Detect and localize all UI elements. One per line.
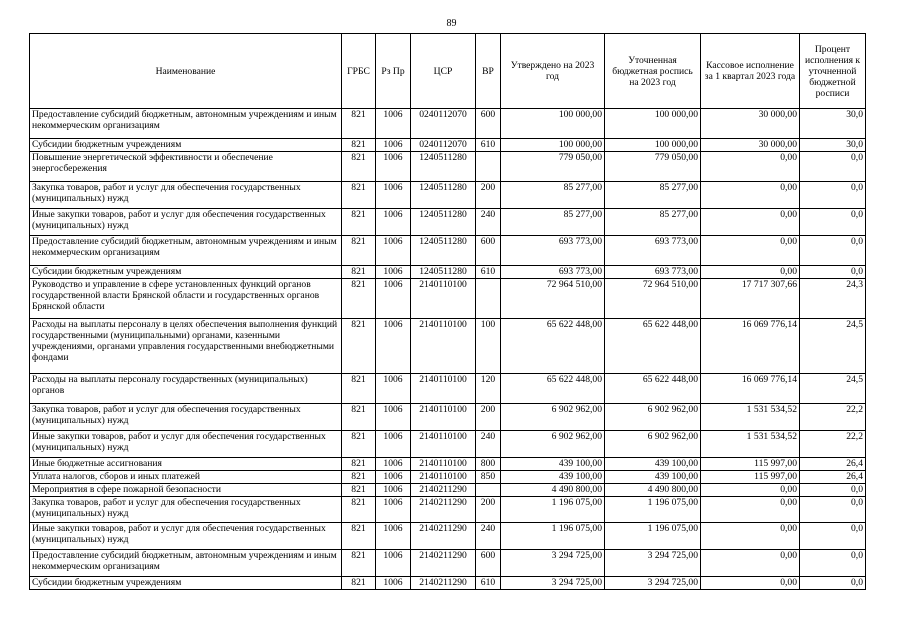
table-row xyxy=(30,523,866,550)
cell-grbs: 821 xyxy=(342,497,376,523)
cell-rzpr: 1006 xyxy=(376,497,411,523)
cell-rzpr: 1006 xyxy=(376,431,411,458)
cell-vr: 120 xyxy=(476,374,501,404)
cell-name: Уплата налогов, сборов и иных платежей xyxy=(30,471,342,484)
cell-csr: 2140211290 xyxy=(411,484,476,497)
cell-rzpr: 1006 xyxy=(376,209,411,236)
cell-rzpr: 1006 xyxy=(376,523,411,550)
cell-csr: 2140211290 xyxy=(411,577,476,590)
cell-percent: 26,4 xyxy=(800,471,866,484)
cell-grbs: 821 xyxy=(342,139,376,152)
table-row xyxy=(30,319,866,374)
cell-rzpr: 1006 xyxy=(376,471,411,484)
cell-vr xyxy=(476,152,501,182)
cell-vr: 600 xyxy=(476,109,501,139)
cell-vr xyxy=(476,484,501,497)
cell-percent: 24,3 xyxy=(800,279,866,319)
cell-rzpr: 1006 xyxy=(376,139,411,152)
cell-percent: 30,0 xyxy=(800,109,866,139)
cell-approved: 439 100,00 xyxy=(501,458,605,471)
cell-name: Субсидии бюджетным учреждениям xyxy=(30,577,342,590)
header-rzpr: Рз Пр xyxy=(376,34,411,109)
cell-percent: 24,5 xyxy=(800,374,866,404)
table-row xyxy=(30,152,866,182)
cell-csr: 1240511280 xyxy=(411,209,476,236)
cell-rzpr: 1006 xyxy=(376,152,411,182)
table-row xyxy=(30,577,866,590)
cell-percent: 0,0 xyxy=(800,182,866,209)
cell-percent: 0,0 xyxy=(800,497,866,523)
cell-rzpr: 1006 xyxy=(376,279,411,319)
cell-vr: 610 xyxy=(476,139,501,152)
cell-rzpr: 1006 xyxy=(376,182,411,209)
cell-vr: 610 xyxy=(476,266,501,279)
cell-cash: 0,00 xyxy=(701,497,800,523)
cell-rzpr: 1006 xyxy=(376,404,411,431)
cell-cash: 1 531 534,52 xyxy=(701,431,800,458)
table-row xyxy=(30,182,866,209)
cell-approved: 4 490 800,00 xyxy=(501,484,605,497)
cell-vr: 200 xyxy=(476,182,501,209)
cell-vr: 200 xyxy=(476,404,501,431)
cell-cash: 115 997,00 xyxy=(701,458,800,471)
cell-updated: 3 294 725,00 xyxy=(605,550,701,577)
cell-grbs: 821 xyxy=(342,404,376,431)
cell-approved: 100 000,00 xyxy=(501,109,605,139)
table-row xyxy=(30,209,866,236)
header-percent: Процент исполнения к уточненной бюджетной росписи xyxy=(800,34,866,109)
cell-csr: 1240511280 xyxy=(411,152,476,182)
cell-csr: 2140211290 xyxy=(411,523,476,550)
cell-rzpr: 1006 xyxy=(376,374,411,404)
cell-updated: 4 490 800,00 xyxy=(605,484,701,497)
cell-csr: 2140110100 xyxy=(411,404,476,431)
table-body xyxy=(30,109,866,590)
cell-percent: 0,0 xyxy=(800,209,866,236)
cell-updated: 439 100,00 xyxy=(605,471,701,484)
cell-grbs: 821 xyxy=(342,523,376,550)
table-row xyxy=(30,458,866,471)
cell-name: Мероприятия в сфере пожарной безопасности xyxy=(30,484,342,497)
cell-vr: 800 xyxy=(476,458,501,471)
cell-updated: 72 964 510,00 xyxy=(605,279,701,319)
cell-name: Предоставление субсидий бюджетным, автономным учреждениям и иным некоммерческим организациям xyxy=(30,109,342,139)
table-row xyxy=(30,497,866,523)
table-row xyxy=(30,236,866,266)
cell-updated: 6 902 962,00 xyxy=(605,431,701,458)
cell-csr: 0240112070 xyxy=(411,109,476,139)
cell-name: Повышение энергетической эффективности и обеспечение энергосбережения xyxy=(30,152,342,182)
cell-updated: 693 773,00 xyxy=(605,266,701,279)
cell-grbs: 821 xyxy=(342,458,376,471)
cell-cash: 17 717 307,66 xyxy=(701,279,800,319)
header-updated: Уточненная бюджетная роспись на 2023 год xyxy=(605,34,701,109)
cell-grbs: 821 xyxy=(342,471,376,484)
cell-updated: 85 277,00 xyxy=(605,209,701,236)
cell-csr: 2140110100 xyxy=(411,471,476,484)
cell-name: Закупка товаров, работ и услуг для обеспечения государственных (муниципальных) нужд xyxy=(30,404,342,431)
cell-grbs: 821 xyxy=(342,266,376,279)
cell-rzpr: 1006 xyxy=(376,458,411,471)
cell-name: Закупка товаров, работ и услуг для обеспечения государственных (муниципальных) нужд xyxy=(30,497,342,523)
cell-approved: 6 902 962,00 xyxy=(501,404,605,431)
cell-approved: 100 000,00 xyxy=(501,139,605,152)
cell-cash: 0,00 xyxy=(701,550,800,577)
cell-updated: 1 196 075,00 xyxy=(605,497,701,523)
table-row xyxy=(30,404,866,431)
cell-grbs: 821 xyxy=(342,152,376,182)
cell-grbs: 821 xyxy=(342,577,376,590)
budget-table xyxy=(29,33,866,590)
cell-percent: 0,0 xyxy=(800,266,866,279)
header-csr: ЦСР xyxy=(411,34,476,109)
cell-name: Иные закупки товаров, работ и услуг для обеспечения государственных (муниципальных) нужд xyxy=(30,209,342,236)
cell-approved: 72 964 510,00 xyxy=(501,279,605,319)
cell-approved: 439 100,00 xyxy=(501,471,605,484)
cell-cash: 0,00 xyxy=(701,152,800,182)
cell-approved: 3 294 725,00 xyxy=(501,577,605,590)
cell-rzpr: 1006 xyxy=(376,319,411,374)
cell-approved: 85 277,00 xyxy=(501,209,605,236)
cell-rzpr: 1006 xyxy=(376,109,411,139)
cell-approved: 779 050,00 xyxy=(501,152,605,182)
table-row xyxy=(30,550,866,577)
cell-percent: 22,2 xyxy=(800,404,866,431)
cell-grbs: 821 xyxy=(342,319,376,374)
cell-cash: 0,00 xyxy=(701,236,800,266)
header-grbs: ГРБС xyxy=(342,34,376,109)
cell-csr: 2140211290 xyxy=(411,550,476,577)
cell-name: Субсидии бюджетным учреждениям xyxy=(30,266,342,279)
cell-csr: 1240511280 xyxy=(411,266,476,279)
cell-name: Предоставление субсидий бюджетным, автономным учреждениям и иным некоммерческим организациям xyxy=(30,550,342,577)
cell-cash: 16 069 776,14 xyxy=(701,374,800,404)
cell-csr: 2140110100 xyxy=(411,374,476,404)
cell-csr: 2140110100 xyxy=(411,431,476,458)
cell-approved: 3 294 725,00 xyxy=(501,550,605,577)
cell-updated: 693 773,00 xyxy=(605,236,701,266)
cell-csr: 2140110100 xyxy=(411,458,476,471)
header-vr: ВР xyxy=(476,34,501,109)
cell-rzpr: 1006 xyxy=(376,236,411,266)
header-approved: Утверждено на 2023 год xyxy=(501,34,605,109)
cell-percent: 0,0 xyxy=(800,550,866,577)
cell-updated: 439 100,00 xyxy=(605,458,701,471)
cell-name: Иные закупки товаров, работ и услуг для обеспечения государственных (муниципальных) нужд xyxy=(30,523,342,550)
cell-grbs: 821 xyxy=(342,236,376,266)
cell-percent: 0,0 xyxy=(800,236,866,266)
table-row xyxy=(30,484,866,497)
cell-vr xyxy=(476,279,501,319)
cell-vr: 200 xyxy=(476,497,501,523)
cell-csr: 1240511280 xyxy=(411,182,476,209)
cell-cash: 30 000,00 xyxy=(701,109,800,139)
cell-cash: 0,00 xyxy=(701,209,800,236)
cell-grbs: 821 xyxy=(342,279,376,319)
cell-percent: 0,0 xyxy=(800,484,866,497)
cell-updated: 65 622 448,00 xyxy=(605,319,701,374)
cell-percent: 0,0 xyxy=(800,577,866,590)
cell-approved: 1 196 075,00 xyxy=(501,497,605,523)
cell-approved: 1 196 075,00 xyxy=(501,523,605,550)
cell-updated: 85 277,00 xyxy=(605,182,701,209)
cell-approved: 693 773,00 xyxy=(501,236,605,266)
cell-name: Иные бюджетные ассигнования xyxy=(30,458,342,471)
cell-approved: 85 277,00 xyxy=(501,182,605,209)
cell-grbs: 821 xyxy=(342,209,376,236)
cell-vr: 240 xyxy=(476,523,501,550)
table-row xyxy=(30,471,866,484)
cell-grbs: 821 xyxy=(342,374,376,404)
cell-approved: 6 902 962,00 xyxy=(501,431,605,458)
cell-csr: 2140110100 xyxy=(411,279,476,319)
cell-cash: 30 000,00 xyxy=(701,139,800,152)
cell-cash: 0,00 xyxy=(701,577,800,590)
cell-updated: 100 000,00 xyxy=(605,139,701,152)
page-number: 89 xyxy=(446,18,457,29)
cell-updated: 779 050,00 xyxy=(605,152,701,182)
header-name: Наименование xyxy=(30,34,342,109)
cell-grbs: 821 xyxy=(342,431,376,458)
cell-approved: 65 622 448,00 xyxy=(501,374,605,404)
cell-name: Закупка товаров, работ и услуг для обеспечения государственных (муниципальных) нужд xyxy=(30,182,342,209)
cell-csr: 1240511280 xyxy=(411,236,476,266)
cell-grbs: 821 xyxy=(342,109,376,139)
cell-cash: 0,00 xyxy=(701,266,800,279)
cell-cash: 0,00 xyxy=(701,182,800,209)
cell-name: Субсидии бюджетным учреждениям xyxy=(30,139,342,152)
cell-approved: 65 622 448,00 xyxy=(501,319,605,374)
cell-percent: 0,0 xyxy=(800,523,866,550)
cell-rzpr: 1006 xyxy=(376,484,411,497)
cell-name: Расходы на выплаты персоналу в целях обеспечения выполнения функций государственными (муниципальными) органами, казенными учреждениями, органами управления государственными внебюджетными фондами xyxy=(30,319,342,374)
cell-cash: 0,00 xyxy=(701,523,800,550)
cell-percent: 26,4 xyxy=(800,458,866,471)
cell-name: Иные закупки товаров, работ и услуг для обеспечения государственных (муниципальных) нужд xyxy=(30,431,342,458)
cell-vr: 850 xyxy=(476,471,501,484)
cell-vr: 240 xyxy=(476,431,501,458)
cell-percent: 24,5 xyxy=(800,319,866,374)
cell-updated: 6 902 962,00 xyxy=(605,404,701,431)
cell-cash: 16 069 776,14 xyxy=(701,319,800,374)
table-row xyxy=(30,279,866,319)
cell-grbs: 821 xyxy=(342,182,376,209)
cell-percent: 30,0 xyxy=(800,139,866,152)
cell-percent: 0,0 xyxy=(800,152,866,182)
cell-grbs: 821 xyxy=(342,484,376,497)
cell-rzpr: 1006 xyxy=(376,266,411,279)
cell-vr: 610 xyxy=(476,577,501,590)
header-cash: Кассовое исполнение за 1 квартал 2023 года xyxy=(701,34,800,109)
cell-vr: 600 xyxy=(476,550,501,577)
table-row xyxy=(30,431,866,458)
table-row xyxy=(30,266,866,279)
cell-updated: 1 196 075,00 xyxy=(605,523,701,550)
cell-approved: 693 773,00 xyxy=(501,266,605,279)
cell-vr: 100 xyxy=(476,319,501,374)
cell-name: Предоставление субсидий бюджетным, автономным учреждениям и иным некоммерческим организациям xyxy=(30,236,342,266)
cell-cash: 1 531 534,52 xyxy=(701,404,800,431)
table-row xyxy=(30,139,866,152)
cell-csr: 2140211290 xyxy=(411,497,476,523)
cell-cash: 115 997,00 xyxy=(701,471,800,484)
cell-vr: 240 xyxy=(476,209,501,236)
table-header-row xyxy=(30,34,866,109)
cell-name: Руководство и управление в сфере установленных функций органов государственной власти Брянской области и государственных органов Брянской области xyxy=(30,279,342,319)
cell-rzpr: 1006 xyxy=(376,577,411,590)
cell-grbs: 821 xyxy=(342,550,376,577)
cell-csr: 2140110100 xyxy=(411,319,476,374)
cell-percent: 22,2 xyxy=(800,431,866,458)
cell-cash: 0,00 xyxy=(701,484,800,497)
table-row xyxy=(30,374,866,404)
cell-updated: 65 622 448,00 xyxy=(605,374,701,404)
cell-updated: 100 000,00 xyxy=(605,109,701,139)
table-row xyxy=(30,109,866,139)
cell-rzpr: 1006 xyxy=(376,550,411,577)
cell-csr: 0240112070 xyxy=(411,139,476,152)
cell-vr: 600 xyxy=(476,236,501,266)
cell-name: Расходы на выплаты персоналу государственных (муниципальных) органов xyxy=(30,374,342,404)
cell-updated: 3 294 725,00 xyxy=(605,577,701,590)
